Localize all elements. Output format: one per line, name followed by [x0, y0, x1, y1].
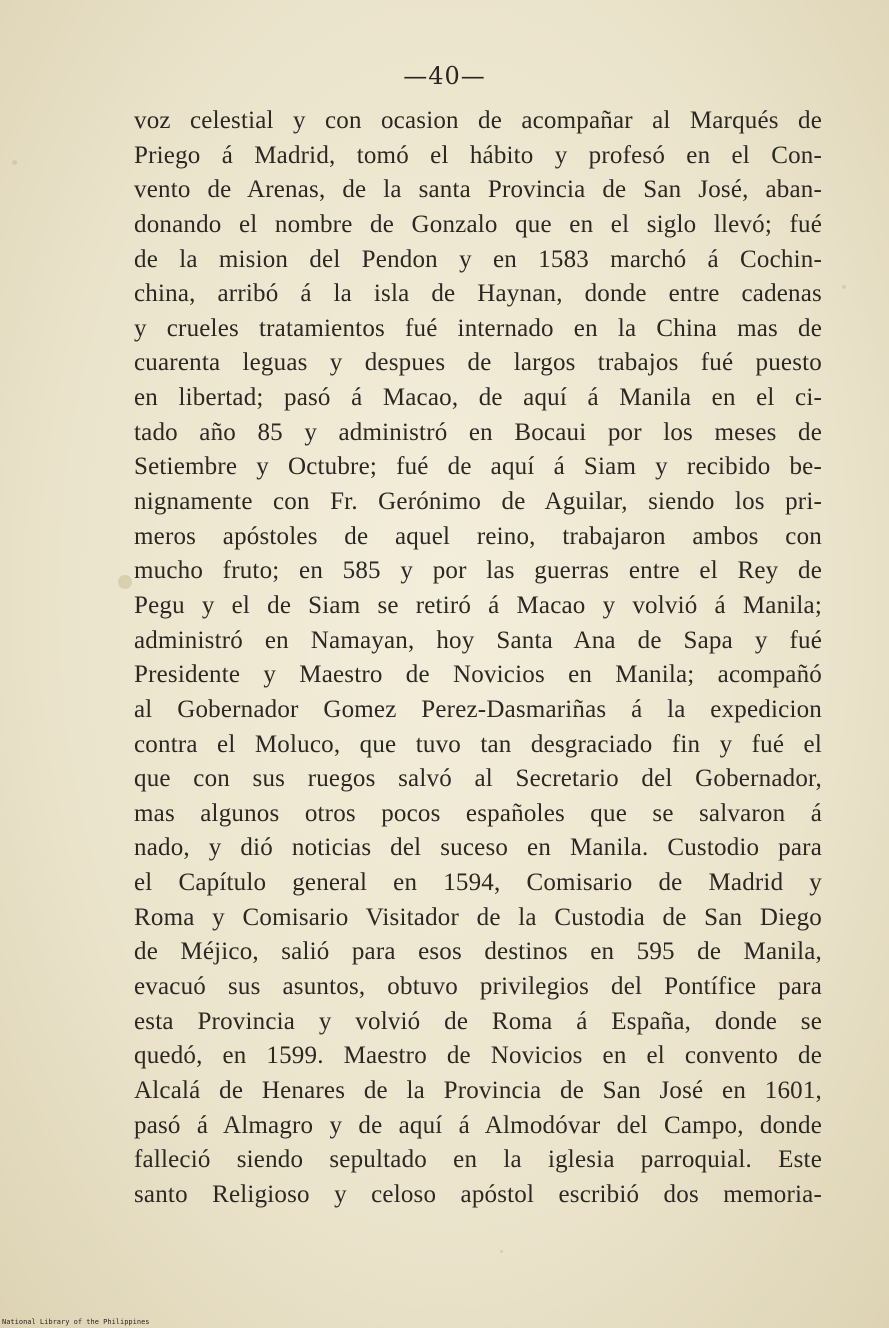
library-credit: National Library of the Philippines — [2, 1318, 150, 1326]
text-line: china, arribó á la isla de Haynan, donde entre cadenas — [134, 280, 822, 308]
text-line: donando el nombre de Gonzalo que en el siglo llevó; fué — [134, 210, 822, 238]
text-line: de Méjico, salió para esos destinos en 595 de Manila, — [134, 938, 822, 966]
text-line: Setiembre y Octubre; fué de aquí á Siam y recibido be- — [134, 453, 822, 481]
text-line: nado, y dió noticias del suceso en Manila. Custodio para — [134, 834, 822, 862]
text-line: en libertad; pasó á Macao, de aquí á Manila en el ci- — [134, 384, 822, 412]
text-line: falleció siendo sepultado en la iglesia parroquial. Este — [134, 1146, 822, 1174]
text-line: Pegu y el de Siam se retiró á Macao y volvió á Manila; — [134, 591, 822, 619]
text-line: Alcalá de Henares de la Provincia de San José en 1601, — [134, 1076, 822, 1104]
text-line: Presidente y Maestro de Novicios en Manila; acompañó — [134, 661, 822, 689]
text-line: contra el Moluco, que tuvo tan desgraciado fin y fué el — [134, 730, 822, 758]
text-line: Priego á Madrid, tomó el hábito y profesó en el Con- — [134, 141, 822, 169]
text-line: cuarenta leguas y despues de largos trabajos fué puesto — [134, 349, 822, 377]
text-line: quedó, en 1599. Maestro de Novicios en el convento de — [134, 1042, 822, 1070]
text-line: administró en Namayan, hoy Santa Ana de Sapa y fué — [134, 626, 822, 654]
text-line: mucho fruto; en 585 y por las guerras entre el Rey de — [134, 557, 822, 585]
text-line: mas algunos otros pocos españoles que se salvaron á — [134, 799, 822, 827]
page-number: —40— — [403, 62, 486, 90]
text-line: evacuó sus asuntos, obtuvo privilegios del Pontífice para — [134, 973, 822, 1001]
text-line: voz celestial y con ocasion de acompañar al Marqués de — [134, 107, 822, 134]
text-line: al Gobernador Gomez Perez-Dasmariñas á la expedicion — [134, 695, 822, 723]
text-line: esta Provincia y volvió de Roma á España, donde se — [134, 1007, 822, 1035]
text-line: el Capítulo general en 1594, Comisario de Madrid y — [134, 869, 822, 897]
text-line: pasó á Almagro y de aquí á Almodóvar del Campo, donde — [134, 1111, 822, 1139]
text-line: nignamente con Fr. Gerónimo de Aguilar, siendo los pri- — [134, 488, 822, 516]
body-text — [134, 104, 822, 1213]
text-line: meros apóstoles de aquel reino, trabajaron ambos con — [134, 522, 822, 550]
text-line: que con sus ruegos salvó al Secretario del Gobernador, — [134, 765, 822, 793]
text-line: vento de Arenas, de la santa Provincia de San José, aban- — [134, 176, 822, 204]
text-line: Roma y Comisario Visitador de la Custodia de San Diego — [134, 903, 822, 931]
text-line: y crueles tratamientos fué internado en la China mas de — [134, 314, 822, 342]
text-line: santo Religioso y celoso apóstol escribió dos memoria- — [134, 1180, 822, 1208]
text-line: de la mision del Pendon y en 1583 marchó á Cochin- — [134, 245, 822, 273]
text-line: tado año 85 y administró en Bocaui por los meses de — [134, 418, 822, 446]
